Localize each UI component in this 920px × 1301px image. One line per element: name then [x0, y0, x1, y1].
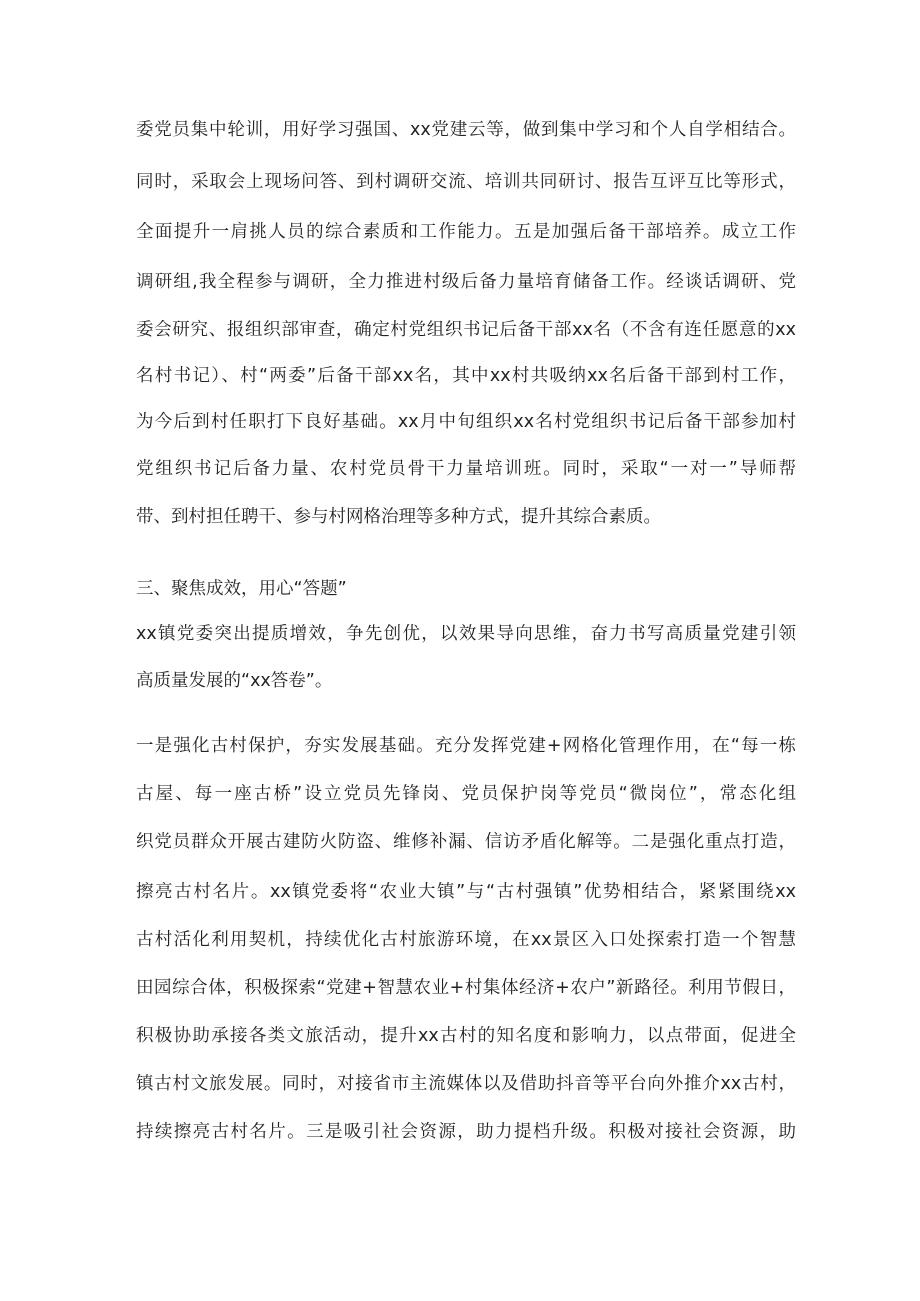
text-line: 织党员群众开展古建防火防盗、维修补漏、信访矛盾化解等。二是强化重点打造， — [136, 832, 796, 852]
section-heading: 三、聚焦成效，用心“答题” — [136, 579, 347, 599]
text-line: 持续擦亮古村名片。三是吸引社会资源，助力提档升级。积极对接社会资源，助 — [136, 1122, 796, 1142]
text-line: xx镇党委突出提质增效，争先创优，以效果导向思维，奋力书写高质量党建引领 — [136, 624, 796, 644]
text-line: 镇古村文旅发展。同时，对接省市主流媒体以及借助抖音等平台向外推介xx古村， — [136, 1074, 796, 1094]
text-line: 古屋、每一座古桥”设立党员先锋岗、党员保护岗等党员“微岗位”，常态化组 — [136, 784, 796, 804]
text-line: 党组织书记后备力量、农村党员骨干力量培训班。同时，采取“一对一”导师帮 — [136, 459, 796, 479]
text-line: 名村书记）、村“两委”后备干部xx名，其中xx村共吸纳xx名后备干部到村工作， — [136, 366, 796, 386]
text-line: 田园综合体，积极探索“党建+智慧农业+村集体经济+农户”新路径。利用节假日， — [136, 978, 796, 998]
text-line: 同时，采取会上现场问答、到村调研交流、培训共同研讨、报告互评互比等形式， — [136, 172, 796, 192]
text-line: 委会研究、报组织部审查，确定村党组织书记后备干部xx名（不含有连任愿意的xx — [136, 320, 796, 340]
text-line: 古村活化利用契机，持续优化古村旅游环境，在xx景区入口处探索打造一个智慧 — [136, 930, 796, 950]
text-line: 委党员集中轮训，用好学习强国、xx党建云等，做到集中学习和个人自学相结合。 — [136, 120, 796, 140]
text-line: 带、到村担任聘干、参与村网格治理等多种方式，提升其综合素质。 — [136, 507, 661, 527]
text-line: 积极协助承接各类文旅活动，提升xx古村的知名度和影响力，以点带面，促进全 — [136, 1026, 796, 1046]
text-line: 高质量发展的“xx答卷”。 — [136, 671, 333, 691]
text-line: 一是强化古村保护，夯实发展基础。充分发挥党建+网格化管理作用，在“每一栋 — [136, 736, 796, 756]
text-line: 调研组,我全程参与调研，全力推进村级后备力量培育储备工作。经谈话调研、党 — [136, 272, 796, 292]
text-line: 为今后到村任职打下良好基础。xx月中旬组织xx名村党组织书记后备干部参加村 — [136, 412, 796, 432]
text-line: 全面提升一肩挑人员的综合素质和工作能力。五是加强后备干部培养。成立工作 — [136, 222, 796, 242]
text-line: 擦亮古村名片。xx镇党委将“农业大镇”与“古村强镇”优势相结合，紧紧围绕xx — [136, 882, 796, 902]
